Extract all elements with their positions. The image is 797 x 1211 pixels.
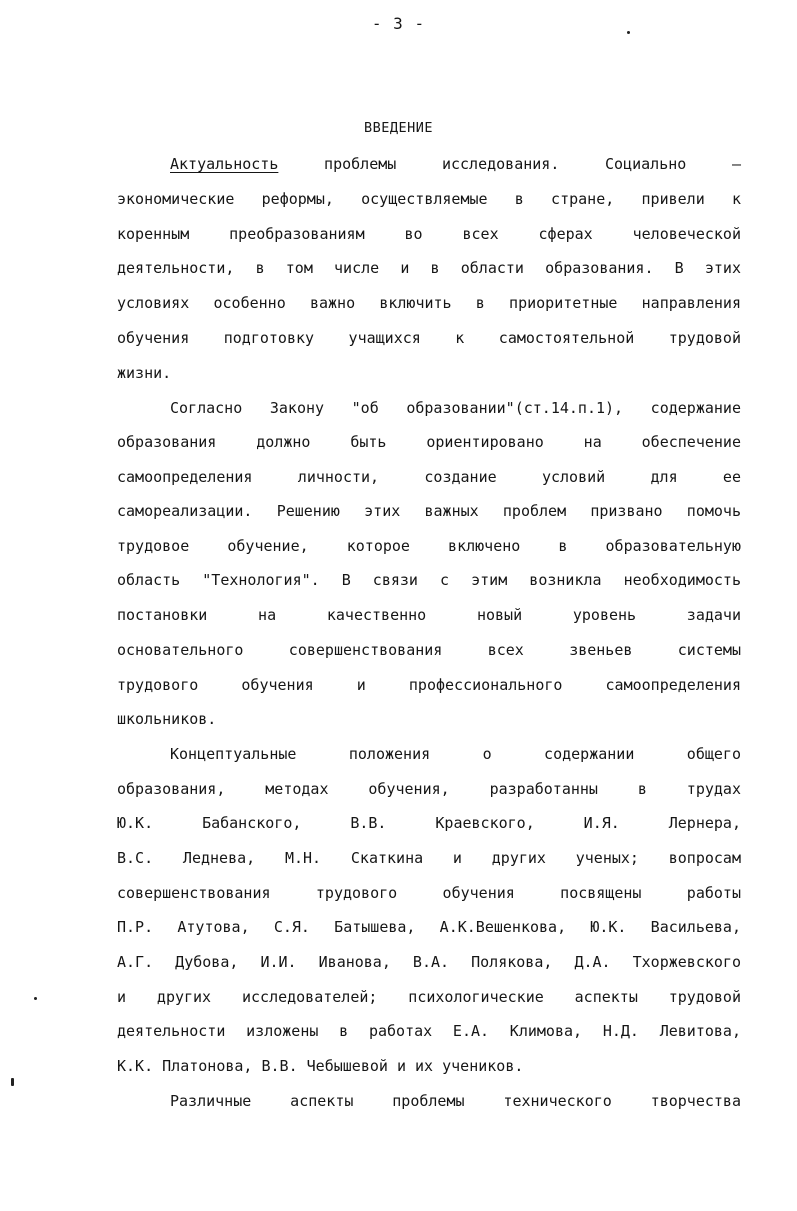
- text-line: жизни.: [117, 364, 172, 382]
- scan-speck: [11, 1078, 14, 1086]
- text-line: школьников.: [117, 710, 217, 728]
- text-line: образования должно быть ориентировано на обеспечение: [117, 433, 741, 451]
- scan-speck: [34, 997, 37, 1000]
- text-line: самореализации. Решению этих важных проблем призвано помочь: [117, 502, 741, 520]
- text-line: область "Технология". В связи с этим возникла необходимость: [117, 571, 741, 589]
- page-number: - 3 -: [371, 14, 426, 33]
- text-line: коренным преобразованиям во всех сферах человеческой: [117, 225, 741, 243]
- scan-speck: [627, 31, 630, 34]
- text-line: совершенствования трудового обучения посвящены работы: [117, 884, 741, 902]
- text-line: деятельности изложены в работах Е.А. Климова, Н.Д. Левитова,: [117, 1022, 741, 1040]
- text-line: Актуальность проблемы исследования. Социально –: [170, 155, 742, 173]
- text-line: основательного совершенствования всех звеньев системы: [117, 641, 741, 659]
- text-line: К.К. Платонова, В.В. Чебышевой и их учеников.: [117, 1057, 524, 1075]
- text-line: трудовое обучение, которое включено в образовательную: [117, 537, 741, 555]
- text-line: экономические реформы, осуществляемые в стране, привели к: [117, 190, 741, 208]
- text-line: Ю.К. Бабанского, В.В. Краевского, И.Я. Лернера,: [117, 814, 741, 832]
- text-line: образования, методах обучения, разработанны в трудах: [117, 780, 741, 798]
- text-line: самоопределения личности, создание условий для ее: [117, 468, 741, 486]
- text-line: деятельности, в том числе и в области образования. В этих: [117, 259, 741, 277]
- underlined-keyword: Актуальность: [170, 155, 279, 173]
- text-line: В.С. Леднева, М.Н. Скаткина и других ученых; вопросам: [117, 849, 741, 867]
- text-line: Различные аспекты проблемы технического творчества: [170, 1092, 741, 1110]
- text-line: П.Р. Атутова, С.Я. Батышева, А.К.Вешенкова, Ю.К. Васильева,: [117, 918, 741, 936]
- text-line: Концептуальные положения о содержании общего: [170, 745, 741, 763]
- text-line: трудового обучения и профессионального самоопределения: [117, 676, 741, 694]
- section-heading: ВВЕДЕНИЕ: [363, 120, 434, 136]
- text-line: А.Г. Дубова, И.И. Иванова, В.А. Полякова, Д.А. Тхоржевского: [117, 953, 741, 971]
- text-line: Согласно Закону "об образовании"(ст.14.п.1), содержание: [170, 399, 741, 417]
- text-line: и других исследователей; психологические аспекты трудовой: [117, 988, 741, 1006]
- text-line: постановки на качественно новый уровень задачи: [117, 606, 741, 624]
- text-line: условиях особенно важно включить в приоритетные направления: [117, 294, 741, 312]
- text-line: обучения подготовку учащихся к самостоятельной трудовой: [117, 329, 741, 347]
